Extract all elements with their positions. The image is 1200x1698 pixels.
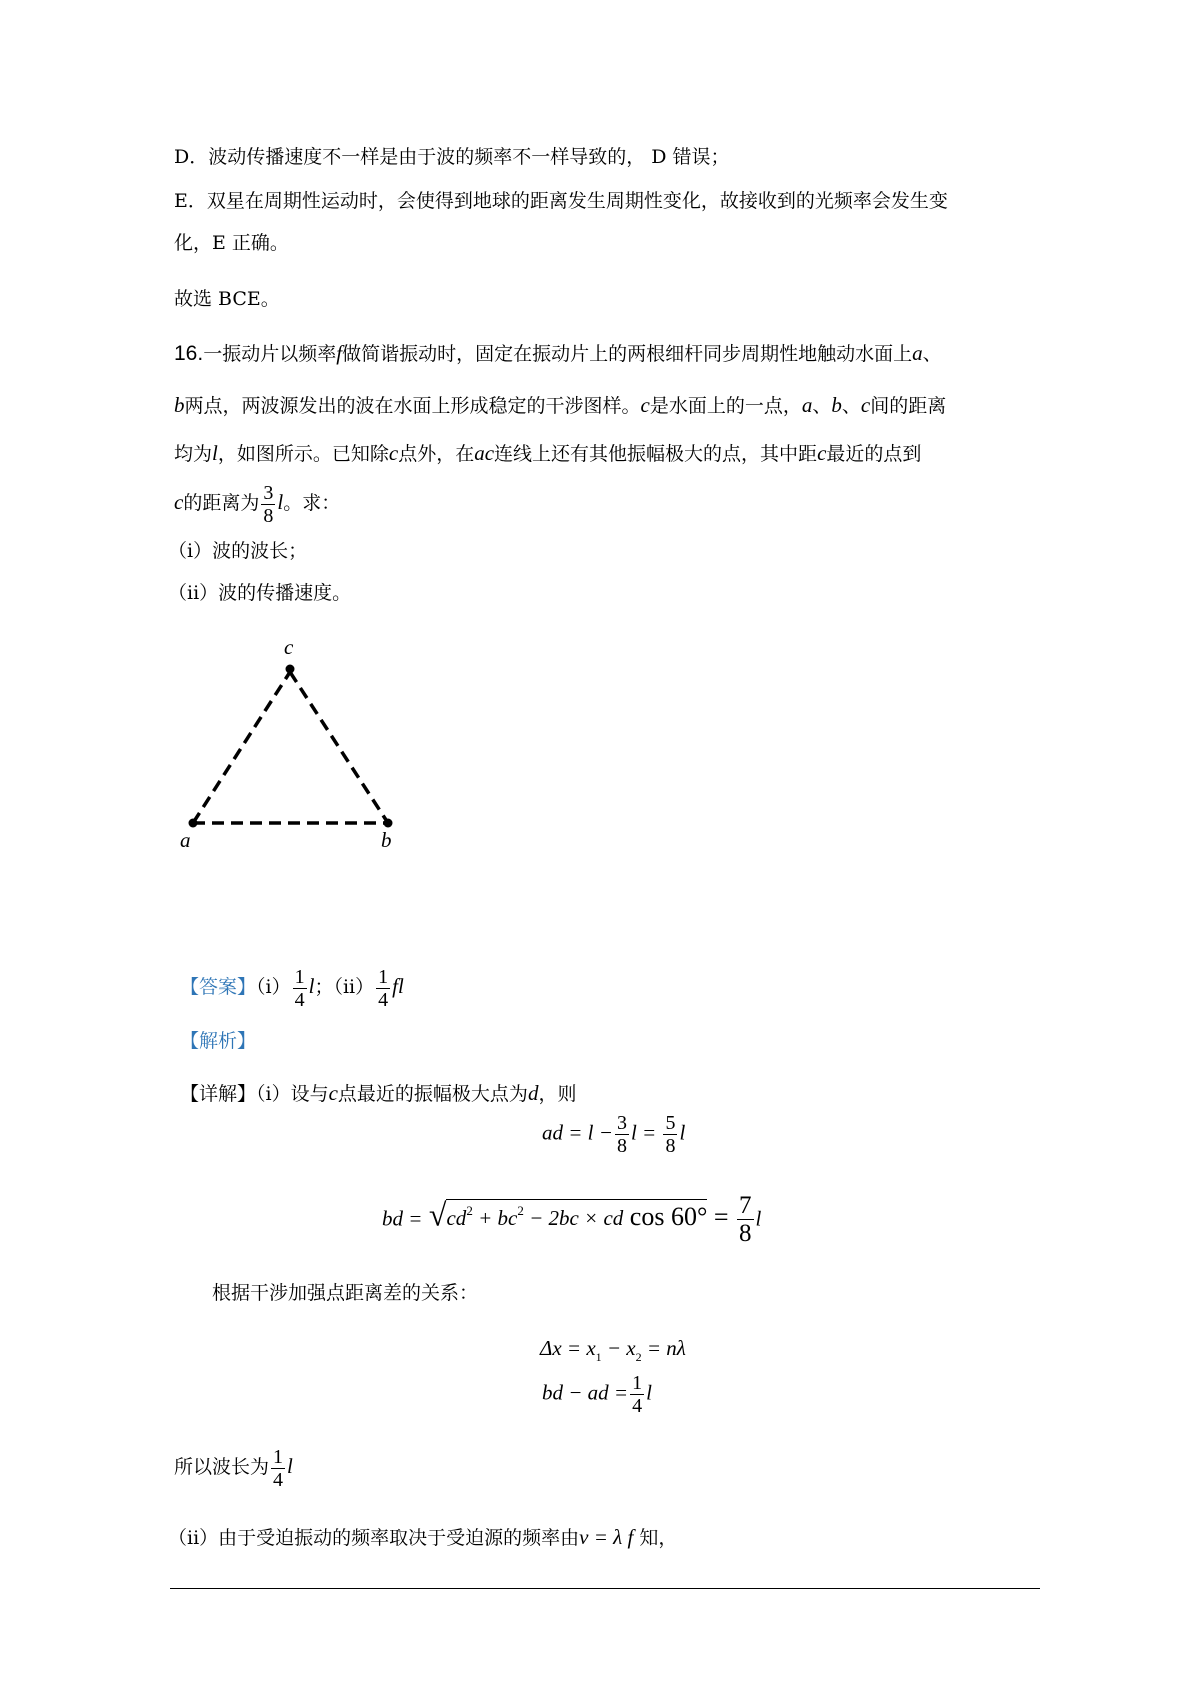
d-text: 知， xyxy=(633,1527,678,1549)
q-text: ，如图所示。已知除 xyxy=(217,443,389,465)
superscript: 2 xyxy=(466,1203,473,1219)
q-text: 。求： xyxy=(283,492,341,514)
var-l: l xyxy=(277,490,284,514)
d-text: （i）设与 xyxy=(256,1083,329,1105)
q-text: 间的距离 xyxy=(870,395,947,417)
var-l: l xyxy=(308,974,315,998)
eq-term: = l − xyxy=(568,1120,613,1145)
eq-term: = xyxy=(713,1202,729,1232)
question-line-3 xyxy=(174,440,921,467)
detail-intro xyxy=(180,1080,576,1107)
q-text: 均为 xyxy=(174,443,213,465)
fraction-three-eighths xyxy=(261,482,275,527)
q-text: 的距离为 xyxy=(183,492,260,514)
var-a: a xyxy=(801,393,813,417)
option-d-line: D．波动传播速度不一样是由于波的频率不一样导致的， D 错误； xyxy=(174,146,730,168)
frac-numerator: 7 xyxy=(739,1192,752,1219)
conclusion: 故选 BCE。 xyxy=(174,288,280,310)
option-e-line1: E．双星在周期性运动时，会使得到地球的距离发生周期性变化，故接收到的光频率会发生变 xyxy=(174,190,948,212)
frac-numerator: 1 xyxy=(378,965,389,988)
edge-cb xyxy=(290,672,388,823)
relation-text: 根据干涉加强点距离差的关系： xyxy=(212,1282,479,1304)
subscript: 2 xyxy=(635,1350,642,1364)
var-c: c xyxy=(817,441,827,465)
eq-term: − x xyxy=(601,1336,636,1360)
frac-denominator: 4 xyxy=(378,988,389,1011)
analysis-tag: 【解析】 xyxy=(180,1030,257,1052)
eq-term: v = λ f xyxy=(579,1525,634,1549)
answer-part-ii: （ii） xyxy=(333,976,375,998)
q-text: 、 xyxy=(812,395,832,417)
label-c: c xyxy=(284,635,294,659)
conclude-wavelength xyxy=(174,1438,293,1495)
q-text: 两点，两波源发出的波在水面上形成稳定的干涉图样。 xyxy=(184,395,641,417)
footer-divider xyxy=(170,1588,1040,1589)
question-line-1 xyxy=(174,340,942,367)
frac-numerator: 3 xyxy=(616,1112,627,1134)
eq-term: l = xyxy=(630,1120,657,1145)
question-line-4 xyxy=(174,474,340,531)
frac-numerator: 1 xyxy=(632,1372,643,1394)
label-b: b xyxy=(381,828,392,852)
d-text: （ii）由于受迫振动的频率取决于受迫源的频率由 xyxy=(168,1527,580,1549)
answer-fraction-1 xyxy=(293,966,307,1011)
q-text: 做简谐振动时，固定在振动片上的两根细杆同步周期性地触动水面上 xyxy=(342,343,913,365)
var-b: b xyxy=(831,393,842,417)
frac-denominator: 8 xyxy=(263,504,274,527)
eq-term: = nλ xyxy=(641,1336,686,1360)
frac-numerator: 5 xyxy=(665,1112,676,1134)
eq-fraction xyxy=(630,1372,644,1417)
radicand xyxy=(446,1199,707,1231)
triangle-figure xyxy=(170,630,430,860)
equation-delta-x xyxy=(540,1336,686,1365)
point-c xyxy=(286,665,295,674)
var-l: l xyxy=(212,441,218,465)
eq-term: bd − ad = xyxy=(542,1380,629,1405)
frac-denominator: 4 xyxy=(294,988,305,1011)
frac-denominator: 8 xyxy=(739,1220,752,1247)
q-text: 最近的点到 xyxy=(826,443,922,465)
point-b xyxy=(384,819,393,828)
superscript: 2 xyxy=(517,1203,524,1219)
q-text: 连线上还有其他振幅极大的点，其中距 xyxy=(494,443,818,465)
eq-term: + bc xyxy=(472,1206,518,1231)
frac-denominator: 4 xyxy=(273,1468,284,1491)
equation-bd xyxy=(382,1192,761,1247)
var-f: f xyxy=(336,341,343,365)
eq-fraction xyxy=(737,1192,754,1247)
eq-term: cd xyxy=(446,1206,467,1231)
eq-term: − 2bc × cd xyxy=(523,1206,624,1231)
separator: ； xyxy=(314,976,334,998)
frac-numerator: 3 xyxy=(263,481,274,504)
label-a: a xyxy=(180,828,191,852)
answer-tag: 【答案】 xyxy=(180,976,257,998)
d-text: 点最近的振幅极大点为 xyxy=(337,1083,528,1105)
sub-question-ii: （ii）波的传播速度。 xyxy=(168,582,352,604)
frac-numerator: 1 xyxy=(294,965,305,988)
answer-fraction-2 xyxy=(376,966,390,1011)
eq-term: ad xyxy=(542,1120,563,1145)
var-c: c xyxy=(328,1081,338,1105)
var-c: c xyxy=(860,393,871,417)
q-text: 一振动片以频率 xyxy=(203,343,337,365)
eq-fraction xyxy=(615,1112,629,1157)
var-a: a xyxy=(912,341,923,365)
answer-line xyxy=(180,958,404,1015)
answer-part-i: （i） xyxy=(256,976,291,998)
frac-denominator: 8 xyxy=(665,1135,676,1157)
d-text: ，则 xyxy=(538,1083,577,1105)
var-fl: fl xyxy=(392,974,404,998)
equation-ad xyxy=(542,1112,685,1157)
var-c: c xyxy=(174,490,184,514)
var-ac: ac xyxy=(474,441,495,465)
q-text: 、 xyxy=(922,343,942,365)
var-l: l xyxy=(287,1454,293,1478)
q-text: 点外，在 xyxy=(398,443,475,465)
var-c: c xyxy=(640,393,650,417)
q-text: 是水面上的一点， xyxy=(649,395,802,417)
point-a xyxy=(189,819,198,828)
var-b: b xyxy=(174,393,185,417)
eq-term: l xyxy=(755,1206,762,1231)
frac-denominator: 8 xyxy=(616,1135,627,1157)
sqrt-icon: √ xyxy=(428,1196,447,1233)
question-line-2 xyxy=(174,392,946,419)
eq-fraction xyxy=(663,1112,677,1157)
option-e-line2: 化，E 正确。 xyxy=(174,232,289,254)
equation-bd-ad xyxy=(542,1372,652,1417)
eq-term: Δx = x xyxy=(540,1336,596,1360)
sub-question-i: （i）波的波长； xyxy=(168,540,308,562)
var-c: c xyxy=(388,441,399,465)
frac-denominator: 4 xyxy=(632,1395,643,1417)
eq-term: cos 60° xyxy=(623,1202,708,1232)
question-number: 16. xyxy=(174,342,204,365)
eq-fraction xyxy=(271,1446,285,1491)
edge-ac xyxy=(193,672,290,823)
eq-term: l xyxy=(646,1380,652,1405)
eq-term: bd = xyxy=(382,1206,423,1231)
d-text: 所以波长为 xyxy=(174,1456,270,1478)
frac-numerator: 1 xyxy=(273,1445,284,1468)
detail-tag: 【详解】 xyxy=(180,1083,257,1105)
subscript: 1 xyxy=(595,1350,602,1364)
var-d: d xyxy=(527,1081,539,1105)
part-ii-line xyxy=(168,1524,677,1551)
q-text: 、 xyxy=(841,395,861,417)
eq-term: l xyxy=(679,1120,686,1145)
